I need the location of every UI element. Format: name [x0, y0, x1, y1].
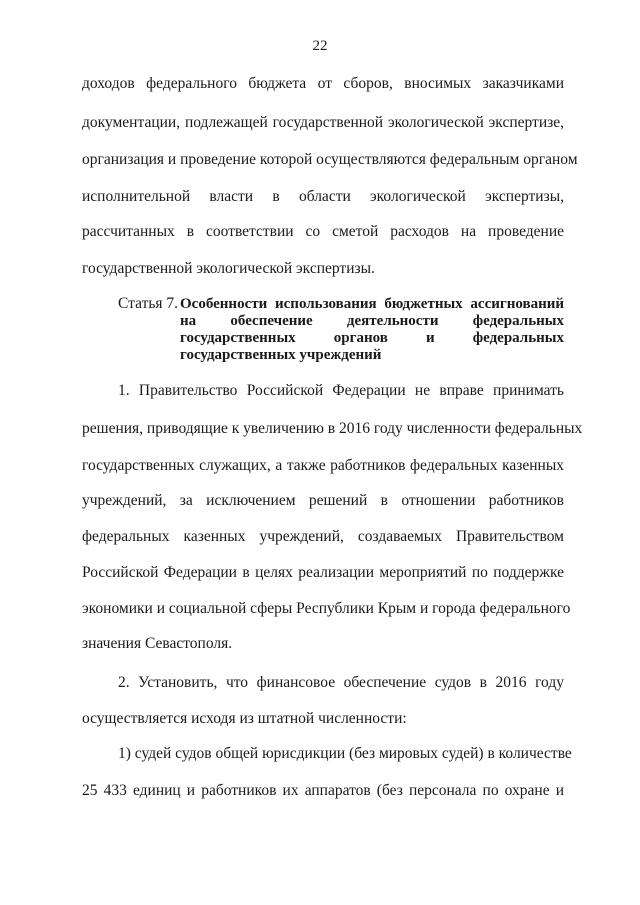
paragraph1-line-8: значения Севастополя.: [82, 635, 233, 652]
article-title-line-3: государственных органов и федеральных: [180, 330, 564, 346]
article-title-line-1: Особенности использования бюджетных ассигнований: [180, 296, 564, 312]
paragraph2-line-2: осуществляется исходя из штатной численности:: [82, 710, 407, 727]
paragraph1-line-3: государственных служащих, а также работников федеральных казенных: [82, 457, 564, 474]
intro-line-6: государственной экологической экспертизы.: [82, 260, 375, 277]
paragraph1-line-5: федеральных казенных учреждений, создаваемых Правительством: [82, 528, 564, 545]
paragraph3-line-2: 25 433 единиц и работников их аппаратов (без персонала по охране и: [82, 782, 564, 799]
intro-line-1: доходов федерального бюджета от сборов, вносимых заказчиками: [82, 75, 564, 92]
intro-line-2: документации, подлежащей государственной экологической экспертизе,: [82, 114, 564, 131]
paragraph1-line-6: Российской Федерации в целях реализации мероприятий по поддержке: [82, 564, 564, 581]
intro-line-3: организация и проведение которой осуществляются федеральным органом: [82, 151, 578, 168]
paragraph1-line-1: 1. Правительство Российской Федерации не вправе принимать: [118, 382, 564, 399]
article-title-line-2: на обеспечение деятельности федеральных: [180, 313, 564, 329]
paragraph2-line-1: 2. Установить, что финансовое обеспечение судов в 2016 году: [118, 674, 564, 691]
paragraph1-line-4: учреждений, за исключением решений в отношении работников: [82, 492, 564, 509]
paragraph1-line-7: экономики и социальной сферы Республики Крым и города федерального: [82, 600, 571, 617]
intro-line-5: рассчитанных в соответствии со сметой расходов на проведение: [82, 223, 564, 240]
intro-line-4: исполнительной власти в области экологической экспертизы,: [82, 188, 564, 205]
article-title-line-4: государственных учреждений: [180, 347, 382, 363]
page-number: 22: [312, 38, 328, 54]
article-number: Статья 7.: [118, 295, 179, 312]
paragraph1-line-2: решения, приводящие к увеличению в 2016 году численности федеральных: [82, 420, 583, 437]
paragraph3-line-1: 1) судей судов общей юрисдикции (без мировых судей) в количестве: [118, 745, 572, 762]
